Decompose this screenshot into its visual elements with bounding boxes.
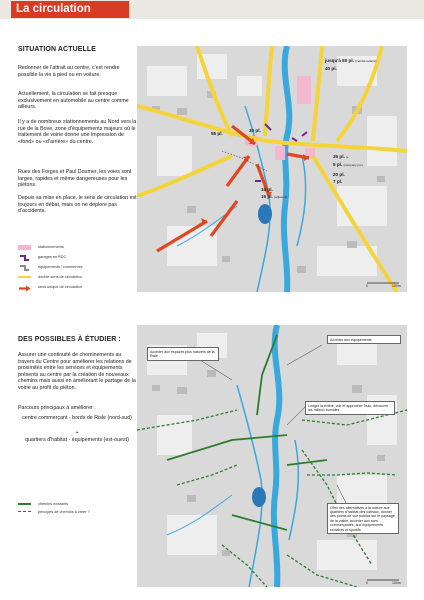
scale-100m: 100m bbox=[392, 581, 401, 585]
label-note: (+ bbox=[346, 155, 349, 159]
legend-label: principes de chemins à créer ? bbox=[38, 510, 90, 514]
label-text: jusqu'à 80 pl. bbox=[325, 58, 354, 63]
map-label-parking-80 bbox=[325, 58, 376, 63]
callout-river: Longer la rivière, voir et approcher l'eau, découvrir les milieux humides bbox=[305, 401, 395, 415]
equipment-swatch bbox=[18, 265, 31, 270]
paragraph-3: Il y a de nombreux stationnements au Nord vers la rue de la Bove, zone d'équipements majeurs où le traitement de voirie donne une impression de «fond» ou «d'arrière» du centre. bbox=[18, 119, 137, 145]
legend-item-equipment bbox=[18, 262, 83, 272]
route-2: quartiers d'habitat - équipements (est-ouest) bbox=[25, 437, 129, 443]
paragraph-1: Redonner de l'attrait au centre, c'est rendre possible la vie à pied ou en voiture. bbox=[18, 65, 120, 78]
legend-item-garages bbox=[18, 252, 83, 262]
scale-zero: 0 bbox=[366, 284, 368, 288]
callout-nature: Accéder aux espaces plus naturels de la Risle bbox=[147, 347, 219, 361]
label-text: 15 pl. bbox=[261, 194, 273, 199]
section-title-possibles: DES POSSIBLES À ÉTUDIER : bbox=[18, 336, 121, 343]
legend-label: double sens de circulation bbox=[38, 275, 82, 279]
legend-label: sens unique de circulation bbox=[38, 285, 82, 289]
map-label-parking-35 bbox=[333, 154, 349, 159]
page-title: La circulation bbox=[16, 3, 91, 15]
planned-path-swatch bbox=[18, 511, 31, 513]
paragraph-possibles-1: Assurer une continuité de cheminements au travers du Centre pour améliorer les relations de proximités entre les services et équipements présents au centre par la création de nouveaux chemins mais aussi en améliorant le partage de la voirie au profit du piéton. bbox=[18, 352, 136, 391]
map-possibles-graphic bbox=[137, 325, 407, 587]
legend-situation bbox=[18, 242, 83, 292]
callout-alternatives: Offrir des alternatives à la voiture aux quartiers d'habitat des coteaux, donner des points de vue publics sur le paysage de la vallée, accéder aux rues commerçantes, aux équipements scolaires et sportifs bbox=[327, 503, 399, 534]
label-text: 35 pl. bbox=[333, 154, 345, 159]
map-label-parking-20: 20 pl. bbox=[333, 172, 345, 177]
section-title-situation: SITUATION ACTUELLE bbox=[18, 46, 97, 53]
legend-possibles bbox=[18, 500, 90, 516]
map-label-parking-15: 15 pl. bbox=[261, 187, 273, 192]
map-situation bbox=[137, 46, 407, 292]
paragraph-2: Actuellement, la circulation se fait presque exclusivement en automobile au centre comme ailleurs. bbox=[18, 91, 129, 111]
map-label-parking-30: 30 pl. bbox=[249, 128, 261, 133]
legend-item-planned-paths bbox=[18, 508, 90, 516]
legend-label: équipements / commerces bbox=[38, 265, 83, 269]
scale-100m: 100m bbox=[392, 284, 401, 288]
route-plus: + bbox=[75, 430, 79, 436]
paragraph-5: Depuis sa mise en place, le sens de circulation est toujours en débat, mais on ne déplore pas d'accidents. bbox=[18, 195, 137, 215]
map-label-parking-7: 7 pl. bbox=[333, 179, 343, 184]
paragraph-possibles-2: Parcours principaux à améliorer : bbox=[18, 405, 96, 411]
label-note: (hebdomadaire) bbox=[355, 59, 377, 63]
legend-item-existing-paths bbox=[18, 500, 90, 508]
route-1: centre commerçant - bords de Risle (nord-sud) bbox=[22, 415, 132, 421]
two-way-swatch bbox=[18, 276, 31, 279]
legend-item-two-way bbox=[18, 272, 83, 282]
callout-equipment: Accéder aux équipements bbox=[327, 335, 401, 344]
map-label-parking-55: 55 pl. bbox=[211, 131, 223, 136]
legend-item-one-way bbox=[18, 282, 83, 292]
label-note: (company pro) bbox=[343, 163, 363, 167]
label-text: 5 pl. bbox=[333, 162, 343, 167]
legend-label: chemins existants bbox=[38, 502, 69, 506]
paragraph-4: Rues des Forges et Paul Doumer, les voies sont larges, rapides et même dangereuses pour les piétons. bbox=[18, 169, 132, 189]
map-situation-graphic bbox=[137, 46, 407, 292]
map-label-parking-40: 40 pl. bbox=[325, 66, 337, 71]
parking-swatch bbox=[18, 245, 31, 250]
map-possibles bbox=[137, 325, 407, 587]
map-label-parking-5 bbox=[333, 162, 363, 167]
map-label-parking-15-adjacent bbox=[261, 194, 287, 199]
existing-path-swatch bbox=[18, 503, 31, 505]
legend-item-parking bbox=[18, 242, 83, 252]
scale-zero: 0 bbox=[366, 581, 368, 585]
legend-label: stationnements bbox=[38, 245, 64, 249]
label-note: (adjacent) bbox=[274, 195, 288, 199]
legend-label: garages en RDC bbox=[38, 255, 67, 259]
page-header bbox=[0, 0, 424, 19]
one-way-arrow-icon bbox=[18, 285, 31, 290]
garage-swatch bbox=[18, 255, 31, 260]
